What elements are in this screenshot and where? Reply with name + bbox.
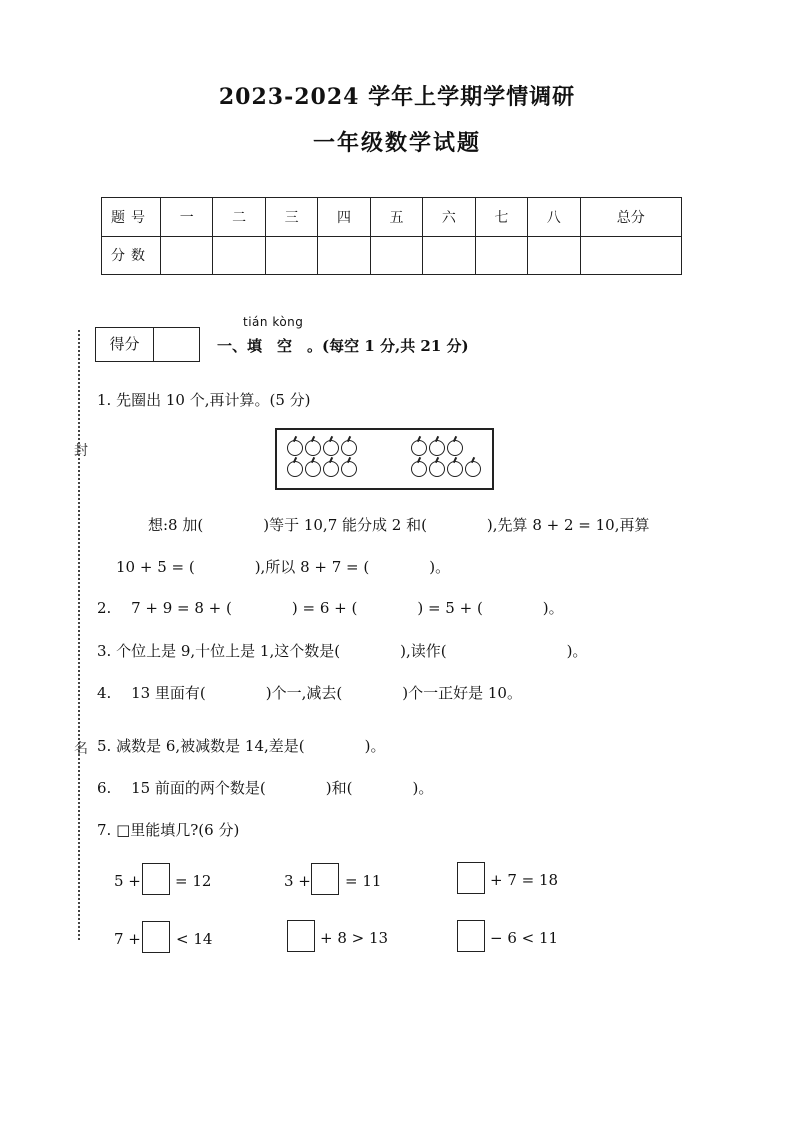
question-1-line-2: 10 + 5 = ( ),所以 8 + 7 = ( )。 xyxy=(116,558,451,576)
score-cell: 八 xyxy=(528,198,580,237)
score-cell: 总分 xyxy=(580,198,682,237)
question-7: 7. □里能填几?(6 分) xyxy=(97,821,240,839)
score-input-cell[interactable] xyxy=(370,236,422,275)
score-cell: 六 xyxy=(423,198,475,237)
score-table-score-row xyxy=(102,236,682,275)
fruit-icon xyxy=(447,461,463,477)
fruit-icon xyxy=(323,461,339,477)
fruit-icon xyxy=(465,461,481,477)
question-5: 5. 减数是 6,被减数是 14,差是( )。 xyxy=(97,737,386,755)
score-input-cell[interactable] xyxy=(265,236,317,275)
fruit-icon xyxy=(447,440,463,456)
score-input-cell[interactable] xyxy=(213,236,265,275)
equation-suffix: + 8 > 13 xyxy=(320,929,389,947)
score-input-cell[interactable] xyxy=(161,236,213,275)
exam-subtitle: 一年级数学试题 xyxy=(312,130,481,156)
question-2: 2. 7 + 9 = 8 + ( ) = 6 + ( ) = 5 + ( )。 xyxy=(97,599,564,617)
equation-prefix: 3 + xyxy=(284,872,311,890)
equation-suffix: + 7 = 18 xyxy=(490,871,559,889)
answer-box[interactable] xyxy=(142,921,170,953)
exam-title: 2023-2024 学年上学期学情调研 xyxy=(218,84,576,110)
score-input-cell[interactable] xyxy=(528,236,580,275)
section-score-box xyxy=(95,327,200,362)
equation-suffix: − 6 < 11 xyxy=(490,929,559,947)
fruit-icon xyxy=(429,461,445,477)
fruit-icon xyxy=(429,440,445,456)
section-pinyin: tián kòng xyxy=(243,315,304,329)
answer-box[interactable] xyxy=(457,920,485,952)
side-mark-seal: 封 xyxy=(74,443,88,459)
score-input-cell[interactable] xyxy=(318,236,370,275)
question-6: 6. 15 前面的两个数是( )和( )。 xyxy=(97,779,434,797)
answer-box[interactable] xyxy=(311,863,339,895)
answer-box[interactable] xyxy=(142,863,170,895)
question-4: 4. 13 里面有( )个一,减去( )个一正好是 10。 xyxy=(97,684,522,702)
equation-prefix: 5 + xyxy=(114,872,141,890)
equation-suffix: = 12 xyxy=(175,872,212,890)
answer-box[interactable] xyxy=(287,920,315,952)
question-1-line-1: 想:8 加( )等于 10,7 能分成 2 和( ),先算 8 + 2 = 10,再算 xyxy=(148,516,650,534)
fruit-icon xyxy=(411,440,427,456)
score-cell: 七 xyxy=(475,198,527,237)
equation-suffix: < 14 xyxy=(176,930,213,948)
fruit-icon xyxy=(287,461,303,477)
score-cell: 题号 xyxy=(102,198,161,237)
score-cell: 二 xyxy=(213,198,265,237)
fruit-icon xyxy=(341,461,357,477)
fruit-icon xyxy=(287,440,303,456)
binding-dotted-line xyxy=(78,330,80,940)
fruit-icon xyxy=(341,440,357,456)
score-cell: 三 xyxy=(265,198,317,237)
score-input-cell[interactable] xyxy=(475,236,527,275)
equation-prefix: 7 + xyxy=(114,930,141,948)
score-cell: 四 xyxy=(318,198,370,237)
fruit-icon xyxy=(323,440,339,456)
score-input-cell[interactable] xyxy=(580,236,682,275)
score-input-cell[interactable] xyxy=(423,236,475,275)
fruit-icon xyxy=(305,440,321,456)
score-cell: 分数 xyxy=(102,236,161,275)
section-score-label: 得分 xyxy=(96,328,154,361)
question-1: 1. 先圈出 10 个,再计算。(5 分) xyxy=(97,391,311,409)
fruit-icon xyxy=(411,461,427,477)
score-cell: 一 xyxy=(161,198,213,237)
section-title: 一、填 空 。(每空 1 分,共 21 分) xyxy=(217,337,469,355)
answer-box[interactable] xyxy=(457,862,485,894)
score-table-header-row xyxy=(102,198,682,237)
fruit-icon xyxy=(305,461,321,477)
question-3: 3. 个位上是 9,十位上是 1,这个数是( ),读作( )。 xyxy=(97,642,588,660)
equation-suffix: = 11 xyxy=(345,872,382,890)
score-cell: 五 xyxy=(370,198,422,237)
score-table xyxy=(101,197,682,275)
side-mark-name: 名 xyxy=(74,741,88,757)
fruit-picture-box xyxy=(275,428,494,490)
